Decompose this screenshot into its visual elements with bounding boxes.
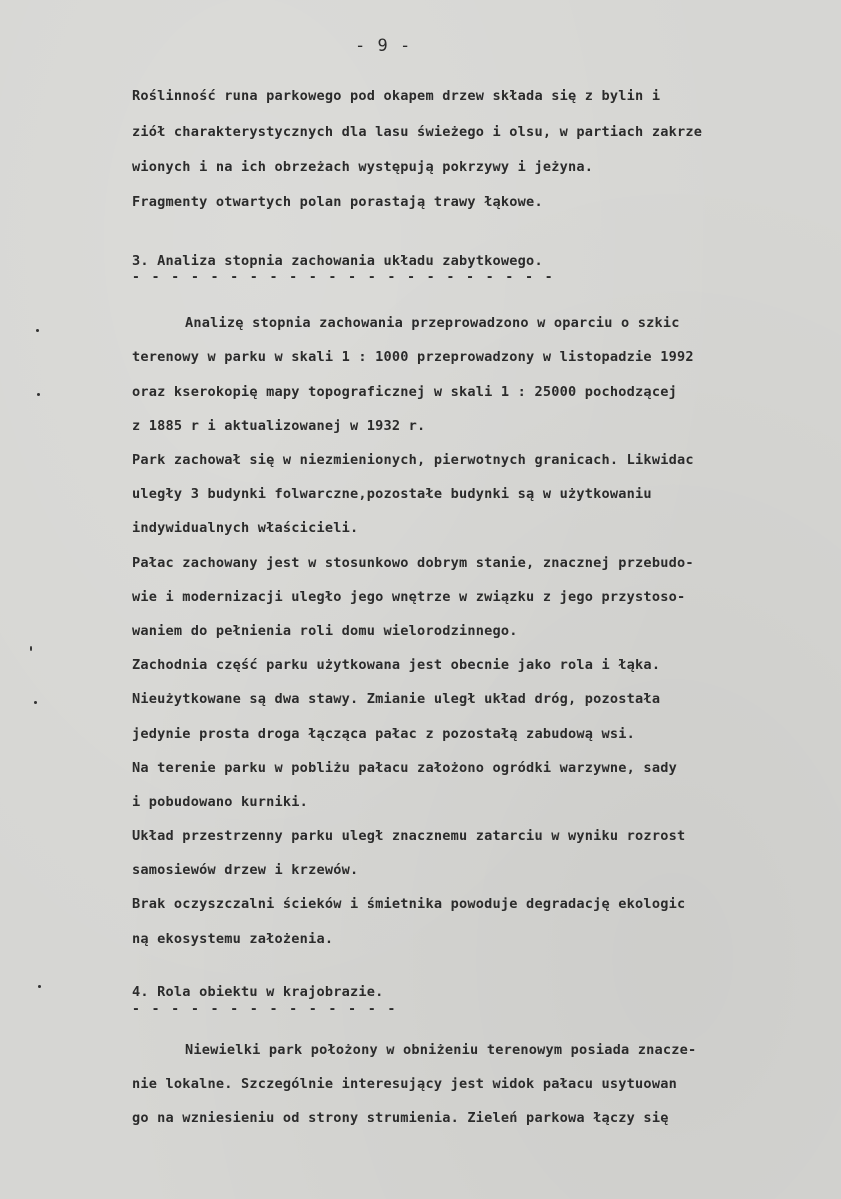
scan-speck bbox=[37, 393, 40, 396]
scan-speck bbox=[30, 646, 32, 651]
paragraph-line: Brak oczyszczalni ścieków i śmietnika powoduje degradację ekologic bbox=[132, 896, 686, 912]
paragraph-line: Układ przestrzenny parku uległ znacznemu zatarciu w wyniku rozrost bbox=[132, 828, 686, 844]
paragraph-line: Fragmenty otwartych polan porastają trawy łąkowe. bbox=[132, 194, 543, 210]
scan-speck bbox=[38, 985, 41, 988]
paragraph-line: go na wzniesieniu od strony strumienia. Zieleń parkowa łączy się bbox=[132, 1110, 669, 1126]
paragraph-line: z 1885 r i aktualizowanej w 1932 r. bbox=[132, 418, 426, 434]
paragraph-line: Pałac zachowany jest w stosunkowo dobrym stanie, znacznej przebudo- bbox=[132, 555, 694, 571]
paragraph-line: ną ekosystemu założenia. bbox=[132, 931, 334, 947]
paragraph-line: samosiewów drzew i krzewów. bbox=[132, 862, 359, 878]
paragraph-line: Roślinność runa parkowego pod okapem drzew składa się z bylin i bbox=[132, 88, 661, 104]
section-heading: 4. Rola obiektu w krajobrazie. bbox=[132, 984, 384, 1000]
paragraph-line: Park zachował się w niezmienionych, pierwotnych granicach. Likwidac bbox=[132, 452, 694, 468]
paragraph-line: oraz kserokopię mapy topograficznej w skali 1 : 25000 pochodzącej bbox=[132, 384, 677, 400]
section-heading: 3. Analiza stopnia zachowania układu zabytkowego. bbox=[132, 253, 543, 269]
paragraph-line: indywidualnych właścicieli. bbox=[132, 520, 359, 536]
paragraph-line: ziół charakterystycznych dla lasu świeżego i olsu, w partiach zakrze bbox=[132, 124, 703, 140]
paragraph-line: uległy 3 budynki folwarczne,pozostałe budynki są w użytkowaniu bbox=[132, 486, 652, 502]
paragraph-line: waniem do pełnienia roli domu wielorodzinnego. bbox=[132, 623, 518, 639]
paragraph-line: Zachodnia część parku użytkowana jest obecnie jako rola i łąka. bbox=[132, 657, 661, 673]
paragraph-line: wie i modernizacji uległo jego wnętrze w związku z jego przystoso- bbox=[132, 589, 686, 605]
paragraph-line: wionych i na ich obrzeżach występują pokrzywy i jeżyna. bbox=[132, 159, 594, 175]
paragraph-line: jedynie prosta droga łącząca pałac z pozostałą zabudową wsi. bbox=[132, 726, 636, 742]
paragraph-line: Na terenie parku w pobliżu pałacu założono ogródki warzywne, sady bbox=[132, 760, 677, 776]
heading-underline: - - - - - - - - - - - - - - - - - - - - - - bbox=[132, 270, 555, 285]
page-number: - 9 - bbox=[355, 36, 412, 56]
heading-underline: - - - - - - - - - - - - - - bbox=[132, 1002, 398, 1017]
paragraph-line: i pobudowano kurniki. bbox=[132, 794, 309, 810]
paragraph-line: Analizę stopnia zachowania przeprowadzono w oparciu o szkic bbox=[185, 315, 680, 331]
paragraph-line: Nieużytkowane są dwa stawy. Zmianie uległ układ dróg, pozostała bbox=[132, 691, 661, 707]
paragraph-line: terenowy w parku w skali 1 : 1000 przeprowadzony w listopadzie 1992 bbox=[132, 349, 694, 365]
paragraph-line: nie lokalne. Szczególnie interesujący jest widok pałacu usytuowan bbox=[132, 1076, 677, 1092]
scan-speck bbox=[34, 701, 37, 704]
paragraph-line: Niewielki park położony w obniżeniu terenowym posiada znacze- bbox=[185, 1042, 697, 1058]
scan-speck bbox=[36, 329, 39, 332]
